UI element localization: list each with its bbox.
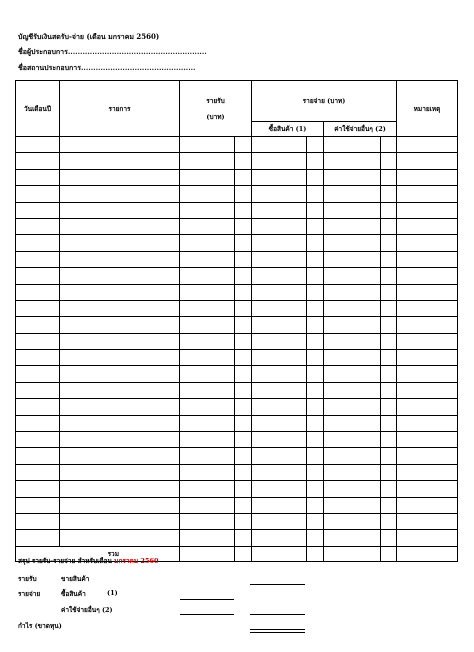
title-prefix: บัญชีรับเงินสดรับ-จ่าย xyxy=(18,32,85,41)
ledger-cell[interactable] xyxy=(397,235,458,251)
ledger-cell[interactable] xyxy=(60,432,180,448)
ledger-cell[interactable] xyxy=(16,235,60,251)
ledger-cell[interactable] xyxy=(324,350,381,366)
ledger-cell[interactable] xyxy=(16,464,60,480)
ledger-cell[interactable] xyxy=(252,268,307,284)
ledger-row xyxy=(16,366,458,382)
ledger-cell[interactable] xyxy=(60,481,180,497)
ledger-cell[interactable] xyxy=(252,382,307,398)
ledger-row xyxy=(16,530,458,546)
ledger-cell[interactable] xyxy=(397,497,458,513)
ledger-cell[interactable] xyxy=(397,448,458,464)
ledger-cell[interactable] xyxy=(16,202,60,218)
ledger-cell[interactable] xyxy=(397,333,458,349)
ledger-cell[interactable] xyxy=(324,284,381,300)
ledger-row xyxy=(16,448,458,464)
ledger-cell[interactable] xyxy=(252,399,307,415)
table-header-row xyxy=(16,81,458,122)
ledger-cell[interactable] xyxy=(252,432,307,448)
ledger-cell[interactable] xyxy=(397,366,458,382)
total-cell[interactable] xyxy=(324,546,381,561)
ledger-row xyxy=(16,137,458,153)
ledger-cell[interactable] xyxy=(381,169,397,185)
ledger-cell[interactable] xyxy=(307,530,324,546)
ledger-cell[interactable] xyxy=(381,202,397,218)
ledger-cell[interactable] xyxy=(381,464,397,480)
ledger-row xyxy=(16,317,458,333)
ledger-cell[interactable] xyxy=(16,333,60,349)
ledger-cell[interactable] xyxy=(307,415,324,431)
ledger-cell[interactable] xyxy=(381,268,397,284)
ledger-cell[interactable] xyxy=(180,186,235,202)
ledger-cell[interactable] xyxy=(307,251,324,267)
ledger-cell[interactable] xyxy=(252,481,307,497)
ledger-cell[interactable] xyxy=(252,350,307,366)
header-income-line2: (บาท) xyxy=(206,112,225,121)
ledger-cell[interactable] xyxy=(324,202,381,218)
ledger-cell[interactable] xyxy=(16,366,60,382)
ledger-cell[interactable] xyxy=(252,513,307,529)
ledger-cell[interactable] xyxy=(235,251,252,267)
expense-other-amount-line[interactable] xyxy=(180,614,234,615)
ledger-cell[interactable] xyxy=(252,218,307,234)
ledger-cell[interactable] xyxy=(60,251,180,267)
ledger-cell[interactable] xyxy=(397,399,458,415)
ledger-cell[interactable] xyxy=(235,432,252,448)
ledger-cell[interactable] xyxy=(235,218,252,234)
total-cell[interactable] xyxy=(180,546,235,561)
ledger-cell[interactable] xyxy=(16,317,60,333)
ledger-cell[interactable] xyxy=(60,284,180,300)
ledger-cell[interactable] xyxy=(307,333,324,349)
summary-expense-item1: ซื้อสินค้า xyxy=(61,590,86,598)
ledger-cell[interactable] xyxy=(307,481,324,497)
ledger-cell[interactable] xyxy=(16,415,60,431)
ledger-cell[interactable] xyxy=(16,350,60,366)
ledger-cell[interactable] xyxy=(180,415,235,431)
ledger-cell[interactable] xyxy=(235,448,252,464)
ledger-cell[interactable] xyxy=(324,513,381,529)
ledger-table xyxy=(15,80,458,562)
ledger-cell[interactable] xyxy=(235,284,252,300)
ledger-cell[interactable] xyxy=(307,513,324,529)
ledger-cell[interactable] xyxy=(180,464,235,480)
ledger-cell[interactable] xyxy=(324,153,381,169)
ledger-cell[interactable] xyxy=(235,317,252,333)
ledger-cell[interactable] xyxy=(381,218,397,234)
total-cell[interactable] xyxy=(252,546,307,561)
ledger-cell[interactable] xyxy=(252,317,307,333)
ledger-cell[interactable] xyxy=(252,464,307,480)
ledger-cell[interactable] xyxy=(16,268,60,284)
ledger-row xyxy=(16,350,458,366)
ledger-cell[interactable] xyxy=(16,448,60,464)
ledger-cell[interactable] xyxy=(324,415,381,431)
ledger-cell[interactable] xyxy=(307,317,324,333)
ledger-cell[interactable] xyxy=(252,186,307,202)
ledger-cell[interactable] xyxy=(324,300,381,316)
ledger-cell[interactable] xyxy=(235,186,252,202)
ledger-cell[interactable] xyxy=(381,317,397,333)
ledger-cell[interactable] xyxy=(397,218,458,234)
ledger-cell[interactable] xyxy=(397,415,458,431)
ledger-cell[interactable] xyxy=(397,300,458,316)
ledger-cell[interactable] xyxy=(235,268,252,284)
ledger-cell[interactable] xyxy=(324,530,381,546)
ledger-cell[interactable] xyxy=(307,268,324,284)
ledger-cell[interactable] xyxy=(397,317,458,333)
ledger-cell[interactable] xyxy=(252,153,307,169)
ledger-cell[interactable] xyxy=(307,284,324,300)
ledger-cell[interactable] xyxy=(397,268,458,284)
ledger-cell[interactable] xyxy=(180,218,235,234)
ledger-cell[interactable] xyxy=(397,530,458,546)
ledger-cell[interactable] xyxy=(397,137,458,153)
ledger-row xyxy=(16,382,458,398)
ledger-cell[interactable] xyxy=(235,530,252,546)
header-income-line1: รายรับ xyxy=(206,96,225,105)
ledger-row xyxy=(16,399,458,415)
ledger-cell[interactable] xyxy=(60,448,180,464)
ledger-row xyxy=(16,251,458,267)
ledger-cell[interactable] xyxy=(60,464,180,480)
ledger-cell[interactable] xyxy=(252,415,307,431)
summary-expense-label: รายจ่าย xyxy=(18,590,41,598)
ledger-cell[interactable] xyxy=(60,153,180,169)
ledger-body xyxy=(16,137,458,547)
ledger-cell[interactable] xyxy=(397,481,458,497)
ledger-cell[interactable] xyxy=(307,202,324,218)
ledger-cell[interactable] xyxy=(235,137,252,153)
ledger-cell[interactable] xyxy=(180,399,235,415)
ledger-cell[interactable] xyxy=(180,317,235,333)
ledger-cell[interactable] xyxy=(16,251,60,267)
ledger-cell[interactable] xyxy=(324,432,381,448)
ledger-row xyxy=(16,235,458,251)
ledger-row xyxy=(16,218,458,234)
ledger-cell[interactable] xyxy=(16,513,60,529)
ledger-cell[interactable] xyxy=(307,464,324,480)
ledger-row xyxy=(16,415,458,431)
ledger-cell[interactable] xyxy=(16,284,60,300)
ledger-cell[interactable] xyxy=(180,481,235,497)
ledger-row xyxy=(16,497,458,513)
ledger-cell[interactable] xyxy=(307,169,324,185)
ledger-cell[interactable] xyxy=(60,202,180,218)
ledger-cell[interactable] xyxy=(307,137,324,153)
header-items: รายการ xyxy=(60,81,180,137)
ledger-cell[interactable] xyxy=(60,333,180,349)
ledger-cell[interactable] xyxy=(235,399,252,415)
ledger-cell[interactable] xyxy=(180,235,235,251)
ledger-cell[interactable] xyxy=(180,137,235,153)
ledger-cell[interactable] xyxy=(60,350,180,366)
ledger-cell[interactable] xyxy=(381,366,397,382)
ledger-cell[interactable] xyxy=(307,382,324,398)
ledger-cell[interactable] xyxy=(324,218,381,234)
ledger-cell[interactable] xyxy=(235,169,252,185)
total-cell[interactable] xyxy=(307,546,324,561)
ledger-cell[interactable] xyxy=(180,169,235,185)
ledger-cell[interactable] xyxy=(381,481,397,497)
ledger-cell[interactable] xyxy=(381,497,397,513)
ledger-cell[interactable] xyxy=(307,350,324,366)
ledger-cell[interactable] xyxy=(324,268,381,284)
ledger-cell[interactable] xyxy=(16,218,60,234)
ledger-cell[interactable] xyxy=(60,300,180,316)
expense-goods-amount-line[interactable] xyxy=(180,599,234,600)
ledger-cell[interactable] xyxy=(180,251,235,267)
ledger-cell[interactable] xyxy=(60,497,180,513)
ledger-cell[interactable] xyxy=(252,251,307,267)
ledger-cell[interactable] xyxy=(324,186,381,202)
ledger-cell[interactable] xyxy=(252,202,307,218)
ledger-cell[interactable] xyxy=(324,235,381,251)
ledger-cell[interactable] xyxy=(16,153,60,169)
ledger-cell[interactable] xyxy=(60,513,180,529)
ledger-row xyxy=(16,333,458,349)
ledger-row xyxy=(16,268,458,284)
ledger-cell[interactable] xyxy=(397,513,458,529)
header-date: วันเดือนปี xyxy=(16,81,60,137)
ledger-cell[interactable] xyxy=(397,251,458,267)
ledger-cell[interactable] xyxy=(60,235,180,251)
ledger-row xyxy=(16,432,458,448)
ledger-cell[interactable] xyxy=(324,317,381,333)
ledger-cell[interactable] xyxy=(235,464,252,480)
ledger-cell[interactable] xyxy=(60,382,180,398)
ledger-cell[interactable] xyxy=(324,251,381,267)
ledger-cell[interactable] xyxy=(307,300,324,316)
owner-name-line: ชื่อผู้ประกอบการ......................................................... xyxy=(18,47,207,56)
ledger-cell[interactable] xyxy=(324,169,381,185)
ledger-cell[interactable] xyxy=(397,382,458,398)
ledger-row xyxy=(16,513,458,529)
ledger-row xyxy=(16,186,458,202)
ledger-cell[interactable] xyxy=(60,530,180,546)
ledger-cell[interactable] xyxy=(252,235,307,251)
ledger-cell[interactable] xyxy=(397,464,458,480)
header-other-expenses: ค่าใช้จ่ายอื่นๆ (2) xyxy=(324,122,397,137)
ledger-cell[interactable] xyxy=(180,432,235,448)
ledger-cell[interactable] xyxy=(16,497,60,513)
ledger-cell[interactable] xyxy=(252,530,307,546)
ledger-cell[interactable] xyxy=(307,448,324,464)
ledger-cell[interactable] xyxy=(252,169,307,185)
ledger-cell[interactable] xyxy=(16,530,60,546)
ledger-cell[interactable] xyxy=(60,415,180,431)
ledger-cell[interactable] xyxy=(60,399,180,415)
ledger-cell[interactable] xyxy=(381,137,397,153)
profit-line-top[interactable] xyxy=(250,629,305,630)
summary-heading-prefix: สรุป รายรับ-รายจ่าย สำหรับเดือน xyxy=(18,557,112,565)
header-income xyxy=(180,81,252,137)
total-cell[interactable] xyxy=(397,546,458,561)
ledger-cell[interactable] xyxy=(252,448,307,464)
ledger-cell[interactable] xyxy=(381,235,397,251)
ledger-cell[interactable] xyxy=(60,169,180,185)
ledger-cell[interactable] xyxy=(381,350,397,366)
ledger-cell[interactable] xyxy=(235,366,252,382)
ledger-cell[interactable] xyxy=(180,382,235,398)
ledger-cell[interactable] xyxy=(307,218,324,234)
ledger-cell[interactable] xyxy=(235,382,252,398)
ledger-cell[interactable] xyxy=(235,350,252,366)
ledger-cell[interactable] xyxy=(307,399,324,415)
ledger-cell[interactable] xyxy=(180,333,235,349)
ledger-cell[interactable] xyxy=(235,202,252,218)
ledger-row xyxy=(16,202,458,218)
ledger-cell[interactable] xyxy=(252,284,307,300)
ledger-cell[interactable] xyxy=(252,300,307,316)
ledger-cell[interactable] xyxy=(307,153,324,169)
ledger-cell[interactable] xyxy=(397,350,458,366)
ledger-cell[interactable] xyxy=(397,202,458,218)
ledger-cell[interactable] xyxy=(252,497,307,513)
ledger-cell[interactable] xyxy=(324,333,381,349)
ledger-row xyxy=(16,300,458,316)
header-buy-goods: ซื้อสินค้า (1) xyxy=(252,122,324,137)
ledger-cell[interactable] xyxy=(16,169,60,185)
ledger-row xyxy=(16,481,458,497)
ledger-cell[interactable] xyxy=(381,300,397,316)
ledger-cell[interactable] xyxy=(324,382,381,398)
ledger-cell[interactable] xyxy=(235,481,252,497)
ledger-cell[interactable] xyxy=(381,284,397,300)
ledger-cell[interactable] xyxy=(235,153,252,169)
ledger-cell[interactable] xyxy=(397,284,458,300)
ledger-cell[interactable] xyxy=(60,317,180,333)
business-name-line: ชื่อสถานประกอบการ............................................... xyxy=(18,63,196,72)
ledger-row xyxy=(16,464,458,480)
summary-income-item: ขายสินค้า xyxy=(61,575,90,583)
total-cell[interactable] xyxy=(381,546,397,561)
income-amount-line[interactable] xyxy=(250,584,305,585)
ledger-cell[interactable] xyxy=(307,432,324,448)
header-remarks: หมายเหตุ xyxy=(397,81,458,137)
ledger-cell[interactable] xyxy=(381,153,397,169)
ledger-cell[interactable] xyxy=(381,333,397,349)
ledger-cell[interactable] xyxy=(180,268,235,284)
ledger-cell[interactable] xyxy=(16,300,60,316)
title-period: (เดือน มกราคม 2560) xyxy=(86,32,160,41)
ledger-cell[interactable] xyxy=(16,186,60,202)
ledger-cell[interactable] xyxy=(324,137,381,153)
ledger-cell[interactable] xyxy=(381,448,397,464)
ledger-cell[interactable] xyxy=(252,333,307,349)
ledger-cell[interactable] xyxy=(252,137,307,153)
ledger-cell[interactable] xyxy=(180,284,235,300)
ledger-cell[interactable] xyxy=(307,186,324,202)
ledger-cell[interactable] xyxy=(180,350,235,366)
ledger-cell[interactable] xyxy=(180,448,235,464)
summary-expense-item1-num: (1) xyxy=(107,589,118,597)
ledger-cell[interactable] xyxy=(235,300,252,316)
ledger-cell[interactable] xyxy=(307,235,324,251)
header-expense: รายจ่าย (บาท) xyxy=(252,81,397,122)
ledger-cell[interactable] xyxy=(235,513,252,529)
ledger-cell[interactable] xyxy=(16,399,60,415)
ledger-cell[interactable] xyxy=(180,513,235,529)
ledger-cell[interactable] xyxy=(235,415,252,431)
ledger-cell[interactable] xyxy=(324,481,381,497)
ledger-row xyxy=(16,153,458,169)
ledger-cell[interactable] xyxy=(180,530,235,546)
ledger-cell[interactable] xyxy=(180,300,235,316)
ledger-cell[interactable] xyxy=(180,497,235,513)
ledger-cell[interactable] xyxy=(235,333,252,349)
ledger-cell[interactable] xyxy=(16,432,60,448)
total-cell[interactable] xyxy=(235,546,252,561)
ledger-cell[interactable] xyxy=(381,415,397,431)
ledger-cell[interactable] xyxy=(381,251,397,267)
ledger-cell[interactable] xyxy=(381,530,397,546)
ledger-cell[interactable] xyxy=(324,464,381,480)
ledger-cell[interactable] xyxy=(397,153,458,169)
summary-heading-month: มกราคม 2560 xyxy=(114,557,159,565)
ledger-cell[interactable] xyxy=(60,137,180,153)
summary-profit-label: กำไร (ขาดทุน) xyxy=(18,622,62,630)
ledger-cell[interactable] xyxy=(252,366,307,382)
ledger-cell[interactable] xyxy=(307,366,324,382)
ledger-cell[interactable] xyxy=(60,268,180,284)
summary-heading xyxy=(18,556,159,566)
ledger-cell[interactable] xyxy=(16,481,60,497)
ledger-cell[interactable] xyxy=(324,366,381,382)
ledger-cell[interactable] xyxy=(381,513,397,529)
ledger-cell[interactable] xyxy=(180,202,235,218)
ledger-cell[interactable] xyxy=(235,235,252,251)
ledger-cell[interactable] xyxy=(60,186,180,202)
ledger-cell[interactable] xyxy=(235,497,252,513)
ledger-cell[interactable] xyxy=(397,169,458,185)
expense-total-line[interactable] xyxy=(250,614,305,615)
ledger-cell[interactable] xyxy=(16,137,60,153)
ledger-cell[interactable] xyxy=(60,218,180,234)
ledger-cell[interactable] xyxy=(324,448,381,464)
ledger-cell[interactable] xyxy=(60,366,180,382)
document-title xyxy=(18,32,159,43)
ledger-row xyxy=(16,284,458,300)
ledger-row xyxy=(16,169,458,185)
ledger-cell[interactable] xyxy=(397,186,458,202)
ledger-cell[interactable] xyxy=(324,399,381,415)
ledger-cell[interactable] xyxy=(381,186,397,202)
ledger-cell[interactable] xyxy=(180,153,235,169)
ledger-cell[interactable] xyxy=(324,497,381,513)
total-label: รวม xyxy=(16,546,180,561)
profit-line-bottom[interactable] xyxy=(250,632,305,633)
ledger-cell[interactable] xyxy=(381,432,397,448)
ledger-cell[interactable] xyxy=(397,432,458,448)
ledger-cell[interactable] xyxy=(307,497,324,513)
summary-income-label: รายรับ xyxy=(18,575,37,583)
summary-expense-item2: ค่าใช้จ่ายอื่นๆ (2) xyxy=(61,606,113,614)
ledger-cell[interactable] xyxy=(180,366,235,382)
ledger-cell[interactable] xyxy=(381,382,397,398)
ledger-cell[interactable] xyxy=(381,399,397,415)
ledger-cell[interactable] xyxy=(16,382,60,398)
